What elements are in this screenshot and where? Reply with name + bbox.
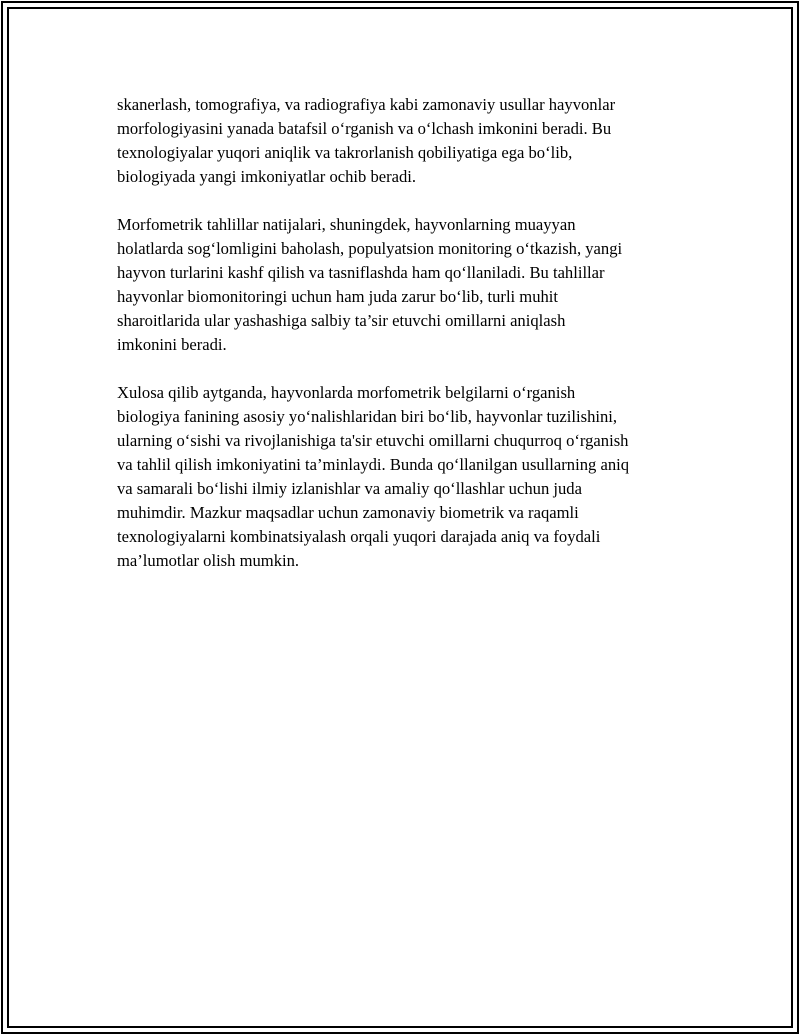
text-line: va samarali bo‘lishi ilmiy izlanishlar va amaliy qo‘llashlar uchun juda <box>117 479 582 498</box>
text-line: hayvon turlarini kashf qilish va tasniflashda ham qo‘llaniladi. Bu tahlillar <box>117 263 605 282</box>
text-line: ma’lumotlar olish mumkin. <box>117 551 300 570</box>
text-line: texnologiyalarni kombinatsiyalash orqali yuqori darajada aniq va foydali <box>117 527 601 546</box>
paragraph-2 <box>117 213 697 357</box>
text-line: sharoitlarida ular yashashiga salbiy ta’sir etuvchi omillarni aniqlash <box>117 311 566 330</box>
text-line: morfologiyasini yanada batafsil o‘rganish va o‘lchash imkonini beradi. Bu <box>117 119 612 138</box>
text-line: biologiya fanining asosiy yo‘nalishlaridan biri bo‘lib, hayvonlar tuzilishini, <box>117 407 618 426</box>
paragraph-3 <box>117 381 697 573</box>
text-line: ularning o‘sishi va rivojlanishiga ta'sir etuvchi omillarni chuqurroq o‘rganish <box>117 431 629 450</box>
text-line: va tahlil qilish imkoniyatini ta’minlaydi. Bunda qo‘llanilgan usullarning aniq <box>117 455 630 474</box>
document-body <box>117 93 697 597</box>
text-line: texnologiyalar yuqori aniqlik va takrorlanish qobiliyatiga ega bo‘lib, <box>117 143 573 162</box>
text-line: Morfometrik tahlillar natijalari, shuningdek, hayvonlarning muayyan <box>117 215 576 234</box>
text-line: holatlarda sog‘lomligini baholash, populyatsion monitoring o‘tkazish, yangi <box>117 239 623 258</box>
text-line: muhimdir. Mazkur maqsadlar uchun zamonaviy biometrik va raqamli <box>117 503 579 522</box>
text-line: hayvonlar biomonitoringi uchun ham juda zarur bo‘lib, turli muhit <box>117 287 559 306</box>
text-line: biologiyada yangi imkoniyatlar ochib beradi. <box>117 167 417 186</box>
text-line: skanerlash, tomografiya, va radiografiya kabi zamonaviy usullar hayvonlar <box>117 95 616 114</box>
paragraph-1 <box>117 93 697 189</box>
text-line: Xulosa qilib aytganda, hayvonlarda morfometrik belgilarni o‘rganish <box>117 383 576 402</box>
text-line: imkonini beradi. <box>117 335 227 354</box>
